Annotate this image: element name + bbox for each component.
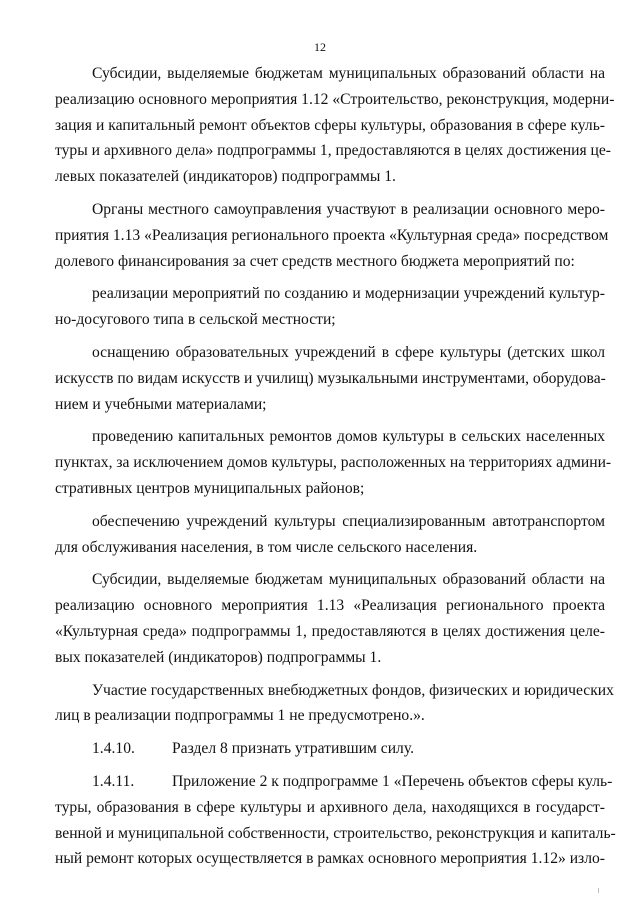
item-text: Раздел 8 признать утратившим силу. [172,740,414,758]
text-line: долевого финансирования за счет средств местного бюджета мероприятий по: [55,252,575,270]
text-line: «Культурная среда» подпрограммы 1, предоставляются в целях достижения целе- [55,622,605,640]
text-line: лиц в реализации подпрограммы 1 не предусмотрено.». [55,707,425,725]
text-line: проведению капитальных ремонтов домов культуры в сельских населенных [92,428,605,446]
text-line: левых показателей (индикаторов) подпрограммы 1. [55,168,396,186]
text-line: Субсидии, выделяемые бюджетам муниципальных образований области на [92,65,605,82]
paragraph-subsidies-1-13 [55,567,605,670]
scan-mark [598,888,599,893]
text-line: ный ремонт которых осуществляется в рамках основного мероприятия 1.12» изло- [55,850,605,868]
text-line: для обслуживания населения, в том числе сельского населения. [55,538,478,556]
paragraph-equipment [55,340,605,417]
paragraph-cultural-leisure [55,281,605,333]
text-line: реализацию основного мероприятия 1.13 «Реализация регионального проекта [55,597,605,615]
page-number: 12 [314,40,326,54]
text-line: зация и капитальный ремонт объектов сферы культуры, образования в сфере куль- [55,116,605,134]
text-line: нием и учебными материалами; [55,395,267,413]
paragraph-participation [55,678,614,730]
item-text: Приложение 2 к подпрограмме 1 «Перечень объектов сферы куль- [172,772,613,790]
text-line: Субсидии, выделяемые бюджетам муниципальных образований области на [92,571,605,589]
text-line: реализации мероприятий по созданию и модернизации учреждений культур- [92,285,605,303]
document-body [55,61,616,872]
item-1-4-11 [55,769,616,872]
paragraph-vehicles [55,509,605,561]
paragraph-local-authorities [55,197,609,274]
text-line: туры и архивного дела» подпрограммы 1, предоставляются в целях достижения це- [55,142,611,160]
item-number: 1.4.10. [92,740,135,758]
item-number: 1.4.11. [92,772,135,790]
text-line: но-досугового типа в сельской местности; [55,311,336,329]
text-line: вых показателей (индикаторов) подпрограммы 1. [55,648,382,666]
text-line: обеспечению учреждений культуры специализированным автотранспортом [92,512,605,530]
paragraph-capital-repairs [55,424,612,501]
text-line: приятия 1.13 «Реализация регионального проекта «Культурная среда» посредством [55,226,609,244]
text-line: оснащению образовательных учреждений в сфере культуры (детских школ [92,343,605,361]
text-line: Участие государственных внебюджетных фондов, физических и юридических [92,681,614,699]
text-line: туры, образования в сфере культуры и архивного дела, находящихся в государст- [55,798,605,816]
text-line: искусств по видам искусств и училищ) музыкальными инструментами, оборудова- [55,369,606,387]
text-line: реализацию основного мероприятия 1.12 «Строительство, реконструкция, модерни- [55,90,615,108]
item-1-4-10 [55,736,605,762]
item-first-line [55,769,613,795]
text-line: венной и муниципальной собственности, строительство, реконструкция и капиталь- [55,824,616,842]
text-line: Органы местного самоуправления участвуют в реализации основного меро- [92,200,605,218]
paragraph-subsidies-1-12 [55,61,615,190]
text-line: пунктах, за исключением домов культуры, расположенных на территориях админи- [55,454,612,472]
text-line: стративных центров муниципальных районов; [55,479,365,497]
